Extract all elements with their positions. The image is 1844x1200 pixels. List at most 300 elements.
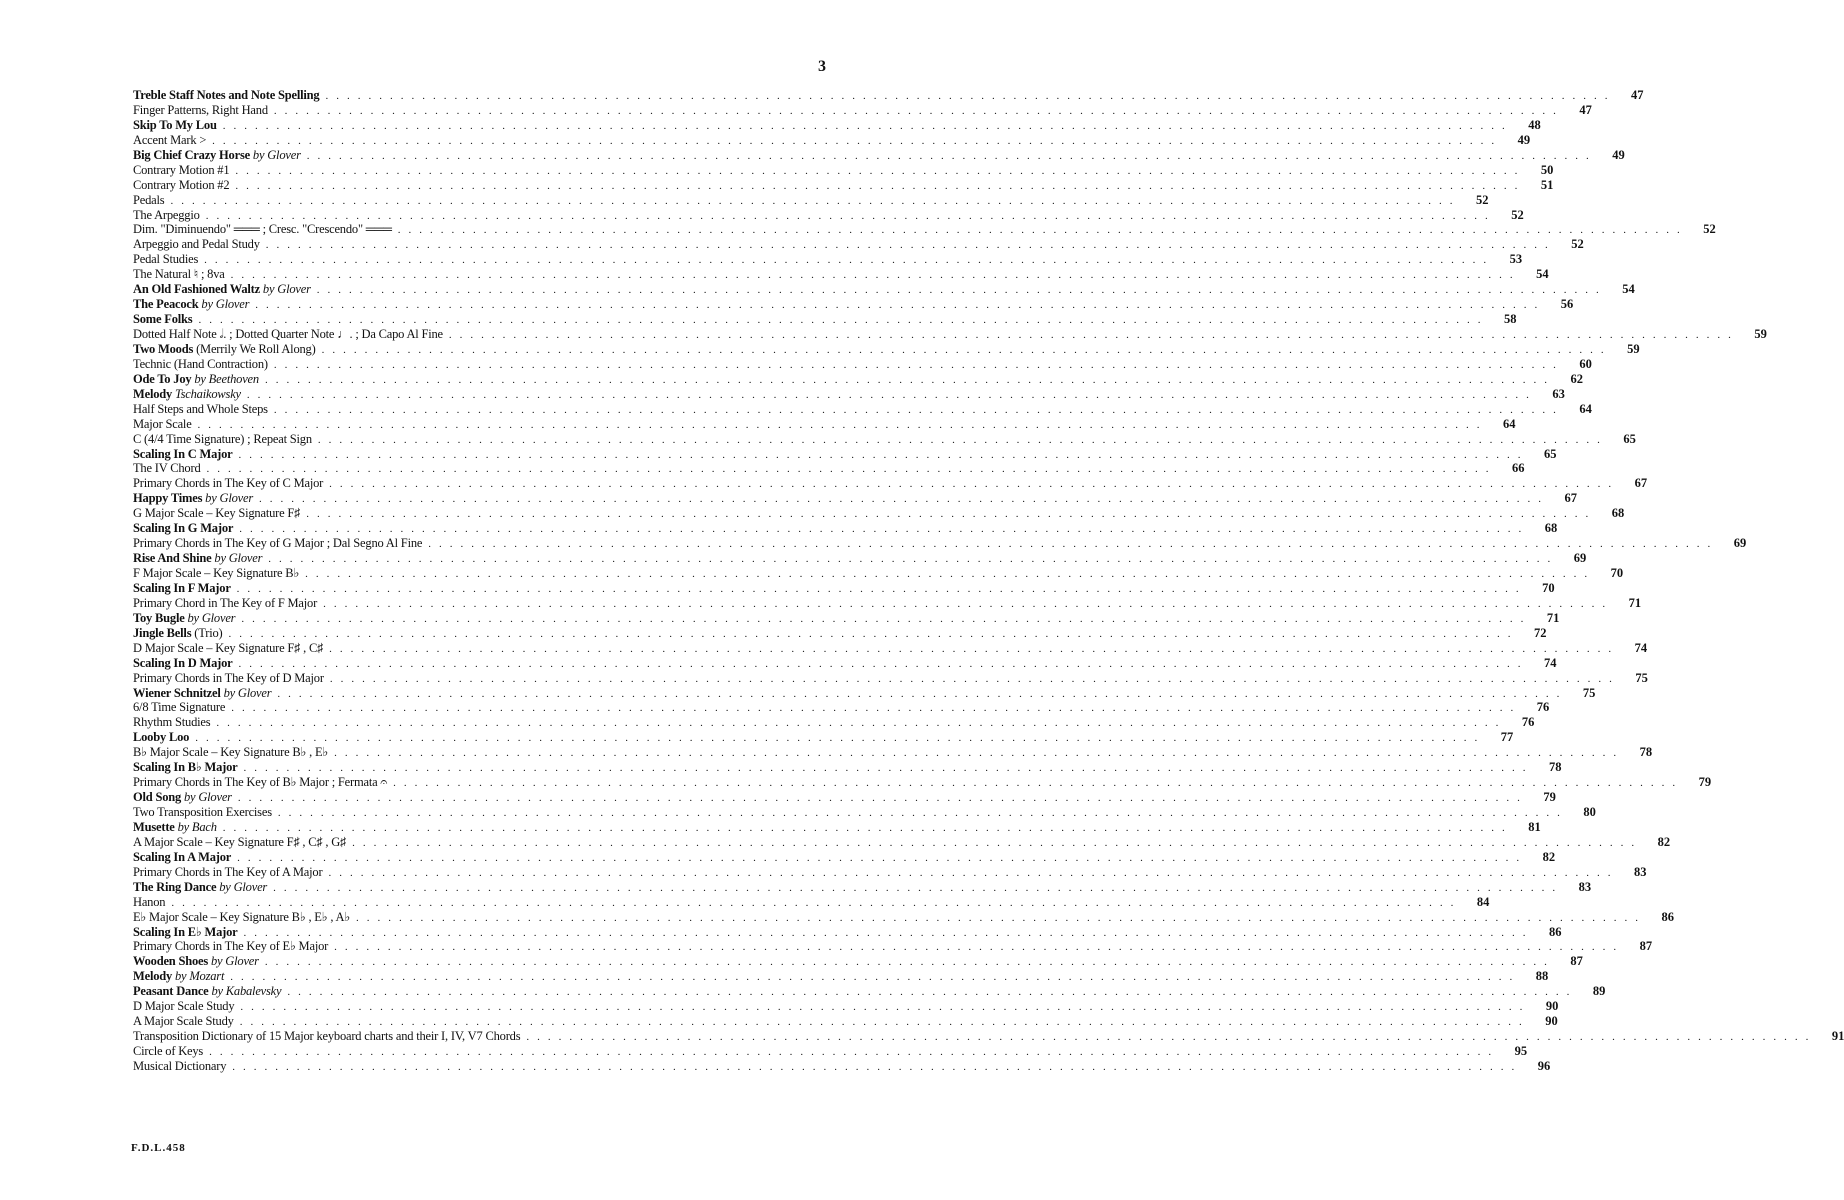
toc-leader-dots: ........................................................................................................................ bbox=[235, 179, 1526, 192]
toc-entry-title bbox=[133, 656, 233, 671]
toc-leader-dots: ........................................................................................................................ bbox=[268, 553, 1559, 566]
toc-entry bbox=[133, 566, 1624, 581]
toc-entry-title bbox=[133, 432, 312, 447]
toc-entry-title bbox=[133, 581, 231, 596]
toc-leader-dots: ........................................................................................................................ bbox=[316, 284, 1607, 297]
toc-entry-page: 49 bbox=[1612, 147, 1625, 162]
toc-leader-dots: ........................................................................................................................ bbox=[264, 373, 1555, 386]
toc-entry-title-part: by Kabalevsky bbox=[208, 984, 282, 999]
toc-entry-page: 65 bbox=[1623, 431, 1636, 446]
toc-entry-title-part: A Major Scale – Key Signature F♯ , C♯ , G♯ bbox=[133, 834, 347, 849]
toc-entry-title-part: Hanon bbox=[133, 894, 166, 909]
toc-entry bbox=[133, 1044, 1528, 1059]
toc-entry-title-part: by Glover bbox=[184, 610, 236, 625]
toc-entry-title bbox=[133, 925, 238, 940]
toc-entry-title bbox=[133, 237, 260, 252]
toc-entry-title bbox=[133, 850, 231, 865]
toc-entry-title bbox=[133, 805, 272, 820]
toc-entry-title-part: Primary Chords in The Key of B♭ Major ; Fermata 𝄐 bbox=[133, 775, 388, 790]
toc-leader-dots: ........................................................................................................................ bbox=[212, 134, 1503, 147]
toc-leader-dots: ........................................................................................................................ bbox=[448, 329, 1739, 341]
toc-entry-title bbox=[133, 252, 198, 267]
toc-entry-title bbox=[133, 984, 281, 999]
toc-leader-dots: ........................................................................................................................ bbox=[306, 149, 1597, 162]
toc-entry-page: 70 bbox=[1610, 566, 1624, 580]
toc-entry-page: 48 bbox=[1528, 117, 1541, 132]
toc-entry bbox=[133, 401, 1592, 417]
toc-entry-title-part: Scaling In E♭ Major bbox=[133, 924, 238, 939]
toc-entry-title-part: (Merrily We Roll Along) bbox=[193, 341, 316, 356]
toc-entry-title-part: Primary Chords in The Key of C Major bbox=[133, 476, 324, 491]
toc-entry-title-part: Rhythm Studies bbox=[133, 715, 211, 730]
toc-entry-title-part: The Ring Dance bbox=[133, 879, 217, 894]
toc-entry-page: 87 bbox=[1570, 954, 1583, 969]
toc-entry-page: 69 bbox=[1733, 536, 1747, 551]
toc-entry-title-part: by Bach bbox=[174, 819, 217, 834]
toc-entry bbox=[133, 954, 1583, 969]
toc-leader-dots: ........................................................................................................................ bbox=[325, 90, 1616, 102]
toc-entry-title-part: Treble Staff Notes and Note Spelling bbox=[133, 88, 320, 102]
toc-entry-title-part: Looby Loo bbox=[133, 730, 190, 745]
toc-entry-page: 74 bbox=[1544, 655, 1557, 670]
toc-entry-title bbox=[133, 790, 232, 805]
toc-entry-title-part: Contrary Motion #1 bbox=[133, 162, 230, 177]
toc-leader-dots: ........................................................................................................................ bbox=[329, 672, 1620, 685]
toc-entry bbox=[133, 595, 1642, 611]
toc-entry-page: 70 bbox=[1542, 580, 1555, 595]
toc-entry-page: 83 bbox=[1578, 879, 1592, 894]
toc-entry-title-part: Transposition Dictionary of 15 Major keyboard charts and their I, IV, V7 Chords bbox=[133, 1029, 521, 1044]
toc-leader-dots: ........................................................................................................................ bbox=[397, 224, 1688, 237]
toc-entry-page: 81 bbox=[1528, 819, 1541, 834]
toc-entry bbox=[133, 461, 1525, 476]
toc-leader-dots: ........................................................................................................................ bbox=[428, 538, 1719, 551]
toc-entry-title bbox=[133, 461, 201, 476]
toc-entry bbox=[133, 1014, 1558, 1029]
toc-leader-dots: ........................................................................................................................ bbox=[243, 762, 1534, 775]
toc-entry-title-part: Circle of Keys bbox=[133, 1044, 204, 1058]
toc-entry bbox=[133, 700, 1550, 715]
toc-entry bbox=[133, 790, 1556, 805]
toc-entry-title-part: Primary Chords in The Key of G Major ; Dal Segno Al Fine bbox=[133, 536, 423, 551]
toc-entry-title-part: Pedals bbox=[133, 192, 165, 207]
toc-leader-dots: ........................................................................................................................ bbox=[255, 299, 1546, 312]
toc-entry bbox=[133, 924, 1562, 940]
toc-entry-title-part: Primary Chords in The Key of E♭ Major bbox=[133, 939, 329, 954]
toc-entry-title-part: by Glover bbox=[202, 491, 254, 506]
toc-leader-dots: ........................................................................................................................ bbox=[277, 687, 1568, 700]
toc-entry-title bbox=[133, 1059, 226, 1074]
toc-entry-page: 51 bbox=[1540, 177, 1554, 192]
toc-entry bbox=[133, 894, 1490, 910]
toc-leader-dots: ........................................................................................................................ bbox=[321, 343, 1612, 356]
toc-entry-title-part: Dotted Half Note 𝅗𝅥. ; Dotted Quarter Note ♩. ; Da Capo Al Fine bbox=[133, 327, 443, 341]
toc-entry-title bbox=[133, 357, 268, 372]
toc-leader-dots: ........................................................................................................................ bbox=[305, 568, 1596, 580]
toc-leader-dots: ........................................................................................................................ bbox=[206, 463, 1497, 476]
toc-leader-dots: ........................................................................................................................ bbox=[334, 747, 1625, 760]
toc-entry-title-part: Dim. "Diminuendo" ═══ ; Cresc. "Crescendo" ═══ bbox=[133, 222, 392, 237]
toc-entry-title-part: D Major Scale – Key Signature F♯ , C♯ bbox=[133, 640, 324, 655]
toc-entry-title-part: Peasant Dance bbox=[133, 984, 209, 999]
toc-entry-title-part: by Mozart bbox=[172, 969, 225, 984]
toc-leader-dots: ........................................................................................................................ bbox=[237, 792, 1528, 805]
toc-entry-page: 82 bbox=[1542, 849, 1556, 864]
toc-entry-title bbox=[133, 626, 223, 641]
toc-entry-title-part: Big Chief Crazy Horse bbox=[133, 147, 250, 162]
toc-entry-title-part: 6/8 Time Signature bbox=[133, 700, 226, 715]
toc-entry-title bbox=[133, 133, 206, 148]
toc-entry-title-part: A Major Scale Study bbox=[133, 1014, 234, 1029]
toc-entry-title bbox=[133, 895, 165, 910]
toc-entry bbox=[133, 864, 1647, 880]
toc-entry-page: 74 bbox=[1634, 640, 1648, 655]
toc-entry-title-part: Scaling In C Major bbox=[133, 446, 233, 461]
toc-entry-title bbox=[133, 447, 233, 462]
toc-entry-title bbox=[133, 178, 229, 193]
toc-entry-page: 52 bbox=[1475, 192, 1489, 207]
toc-entry-title-part: (Trio) bbox=[191, 625, 223, 640]
toc-entry-title bbox=[133, 118, 217, 133]
toc-entry-title-part: Primary Chords in The Key of D Major bbox=[133, 670, 324, 685]
toc-entry-page: 75 bbox=[1635, 670, 1648, 685]
toc-leader-dots: ........................................................................................................................ bbox=[356, 911, 1647, 924]
toc-entry-page: 87 bbox=[1639, 939, 1653, 954]
toc-entry-title-part: Ode To Joy bbox=[133, 371, 192, 386]
toc-entry-page: 64 bbox=[1503, 416, 1516, 431]
toc-entry bbox=[133, 775, 1712, 790]
toc-entry-title-part: by Glover bbox=[249, 147, 301, 162]
toc-entry-title-part: by Glover bbox=[211, 551, 263, 566]
toc-entry-title bbox=[133, 700, 225, 715]
toc-entry-title bbox=[133, 297, 249, 312]
toc-entry bbox=[133, 162, 1554, 178]
toc-entry-title bbox=[133, 208, 200, 223]
toc-entry-title bbox=[133, 671, 324, 686]
toc-entry-title bbox=[133, 551, 262, 566]
toc-leader-dots: ........................................................................................................................ bbox=[246, 388, 1537, 401]
toc-entry bbox=[133, 1029, 1844, 1044]
toc-entry bbox=[133, 117, 1541, 133]
toc-leader-dots: ........................................................................................................................ bbox=[265, 239, 1556, 252]
toc-entry-page: 47 bbox=[1579, 102, 1592, 117]
toc-entry-page: 67 bbox=[1564, 491, 1578, 506]
toc-entry-title bbox=[133, 686, 271, 701]
toc-entry-title-part: Some Folks bbox=[133, 312, 193, 327]
toc-entry bbox=[133, 416, 1516, 432]
toc-leader-dots: ........................................................................................................................ bbox=[195, 732, 1486, 745]
toc-entry bbox=[133, 610, 1560, 626]
toc-leader-dots: ........................................................................................................................ bbox=[232, 1060, 1523, 1073]
toc-entry-title-part: The Peacock bbox=[133, 297, 199, 312]
toc-entry-page: 84 bbox=[1476, 894, 1490, 909]
toc-leader-dots: ........................................................................................................................ bbox=[526, 1031, 1817, 1044]
toc-entry-title bbox=[133, 267, 225, 282]
toc-entry-title bbox=[133, 730, 189, 745]
toc-entry-title-part: Old Song bbox=[133, 790, 182, 805]
toc-entry bbox=[133, 491, 1578, 506]
toc-leader-dots: ........................................................................................................................ bbox=[230, 269, 1521, 282]
toc-entry bbox=[133, 655, 1557, 671]
toc-entry bbox=[133, 371, 1583, 387]
toc-entry bbox=[133, 580, 1555, 596]
toc-leader-dots: ........................................................................................................................ bbox=[237, 851, 1528, 864]
toc-entry-title bbox=[133, 387, 241, 402]
toc-entry bbox=[133, 476, 1648, 491]
toc-entry-title-part: Pedal Studies bbox=[133, 252, 199, 267]
toc-entry-title bbox=[133, 327, 443, 342]
toc-entry-title-part: C (4/4 Time Signature) ; Repeat Sign bbox=[133, 431, 312, 446]
toc-entry-title bbox=[133, 342, 316, 357]
toc-leader-dots: ........................................................................................................................ bbox=[235, 164, 1526, 177]
toc-entry-title-part: Finger Patterns, Right Hand bbox=[133, 102, 268, 117]
toc-entry-page: 72 bbox=[1534, 625, 1547, 640]
toc-entry-title-part: B♭ Major Scale – Key Signature B♭ , E♭ bbox=[133, 745, 329, 760]
table-of-contents bbox=[133, 88, 1844, 1074]
toc-entry bbox=[133, 297, 1574, 312]
toc-entry-page: 68 bbox=[1611, 506, 1625, 521]
toc-entry-page: 54 bbox=[1536, 267, 1549, 282]
toc-leader-dots: ........................................................................................................................ bbox=[277, 807, 1568, 819]
toc-entry bbox=[133, 341, 1640, 357]
toc-leader-dots: ........................................................................................................................ bbox=[329, 642, 1620, 655]
toc-entry-page: 90 bbox=[1545, 1014, 1558, 1029]
toc-entry-title bbox=[133, 715, 210, 730]
toc-entry-title bbox=[133, 910, 350, 925]
toc-leader-dots: ........................................................................................................................ bbox=[264, 956, 1555, 969]
toc-entry-title-part: by Glover bbox=[181, 790, 232, 805]
toc-entry bbox=[133, 730, 1514, 745]
toc-entry-title bbox=[133, 402, 268, 417]
toc-entry-title-part: by Glover bbox=[208, 954, 259, 969]
toc-entry-page: 59 bbox=[1627, 341, 1640, 356]
toc-entry bbox=[133, 909, 1675, 925]
toc-entry-title bbox=[133, 491, 253, 506]
toc-leader-dots: ........................................................................................................................ bbox=[222, 119, 1513, 132]
toc-entry-title bbox=[133, 880, 267, 895]
toc-entry-title-part: Scaling In B♭ Major bbox=[133, 760, 238, 775]
toc-entry-title bbox=[133, 954, 259, 969]
toc-entry-title bbox=[133, 865, 322, 880]
toc-entry bbox=[133, 819, 1541, 835]
toc-entry-title-part: The IV Chord bbox=[133, 461, 201, 476]
toc-entry-page: 82 bbox=[1657, 834, 1671, 849]
toc-entry-page: 52 bbox=[1703, 222, 1716, 237]
toc-entry-page: 52 bbox=[1511, 207, 1524, 222]
toc-entry-page: 88 bbox=[1535, 969, 1549, 984]
toc-leader-dots: ........................................................................................................................ bbox=[393, 777, 1684, 790]
toc-leader-dots: ........................................................................................................................ bbox=[230, 971, 1521, 984]
toc-entry-page: 56 bbox=[1560, 297, 1574, 312]
toc-entry-page: 52 bbox=[1571, 237, 1584, 252]
toc-entry-title-part: Technic (Hand Contraction) bbox=[133, 356, 268, 371]
toc-entry-title bbox=[133, 163, 229, 178]
toc-leader-dots: ........................................................................................................................ bbox=[328, 866, 1619, 879]
toc-entry-title-part: Musette bbox=[133, 819, 175, 834]
toc-entry-title-part: Jingle Bells bbox=[133, 625, 192, 640]
toc-entry-title-part: The Natural ♮ ; 8va bbox=[133, 267, 225, 282]
toc-entry bbox=[133, 282, 1635, 297]
toc-leader-dots: ........................................................................................................................ bbox=[273, 403, 1564, 416]
toc-entry-title-part: by Glover bbox=[220, 685, 272, 700]
toc-entry-title-part: Major Scale bbox=[133, 416, 192, 431]
toc-entry-page: 86 bbox=[1661, 909, 1675, 924]
toc-entry bbox=[133, 999, 1559, 1014]
toc-entry-page: 76 bbox=[1536, 700, 1550, 715]
toc-entry-title bbox=[133, 775, 387, 790]
toc-entry-page: 91 bbox=[1831, 1029, 1844, 1044]
toc-entry-title-part: by Beethoven bbox=[191, 371, 259, 386]
toc-entry-page: 75 bbox=[1582, 685, 1596, 700]
toc-entry-page: 90 bbox=[1545, 999, 1559, 1014]
toc-entry-title bbox=[133, 521, 233, 536]
toc-entry-page: 86 bbox=[1549, 924, 1562, 939]
toc-entry-title-part: Tschaikowsky bbox=[172, 386, 241, 401]
toc-entry-title bbox=[133, 417, 192, 432]
toc-entry bbox=[133, 207, 1524, 223]
toc-entry-page: 68 bbox=[1544, 521, 1558, 536]
toc-entry-page: 89 bbox=[1592, 984, 1606, 999]
toc-entry-title-part: E♭ Major Scale – Key Signature B♭ , E♭ , A♭ bbox=[133, 909, 351, 924]
toc-leader-dots: ........................................................................................................................ bbox=[239, 523, 1530, 536]
toc-entry bbox=[133, 252, 1523, 267]
toc-entry-page: 53 bbox=[1509, 252, 1523, 267]
toc-entry-title-part: Primary Chords in The Key of A Major bbox=[133, 864, 323, 879]
toc-leader-dots: ........................................................................................................................ bbox=[306, 508, 1597, 521]
toc-entry bbox=[133, 760, 1562, 775]
toc-entry bbox=[133, 685, 1596, 701]
toc-entry-title-part: Wiener Schnitzel bbox=[133, 685, 221, 700]
toc-entry-title-part: The Arpeggio bbox=[133, 207, 200, 222]
toc-entry-title bbox=[133, 103, 268, 118]
toc-leader-dots: ........................................................................................................................ bbox=[352, 836, 1643, 849]
toc-entry-page: 50 bbox=[1540, 162, 1554, 177]
toc-entry-page: 58 bbox=[1503, 312, 1517, 327]
toc-entry-title-part: Two Moods bbox=[133, 341, 194, 356]
toc-entry-page: 63 bbox=[1552, 386, 1565, 401]
toc-entry-page: 96 bbox=[1537, 1058, 1551, 1073]
toc-entry-title-part: Scaling In D Major bbox=[133, 655, 233, 670]
toc-entry-page: 83 bbox=[1633, 864, 1647, 879]
toc-entry-title bbox=[133, 312, 192, 327]
toc-leader-dots: ........................................................................................................................ bbox=[273, 104, 1564, 117]
toc-leader-dots: ........................................................................................................................ bbox=[231, 702, 1522, 715]
toc-leader-dots: ........................................................................................................................ bbox=[287, 986, 1578, 999]
toc-entry-page: 65 bbox=[1544, 446, 1557, 461]
toc-leader-dots: ........................................................................................................................ bbox=[323, 597, 1614, 610]
toc-entry-title-part: Wooden Shoes bbox=[133, 954, 209, 969]
toc-leader-dots: ........................................................................................................................ bbox=[238, 657, 1529, 670]
toc-entry-title bbox=[133, 745, 328, 760]
toc-entry-page: 76 bbox=[1521, 715, 1535, 730]
toc-entry-title-part: Contrary Motion #2 bbox=[133, 177, 230, 192]
toc-leader-dots: ........................................................................................................................ bbox=[204, 254, 1495, 267]
toc-entry-title bbox=[133, 536, 422, 551]
toc-entry bbox=[133, 536, 1747, 551]
toc-leader-dots: ........................................................................................................................ bbox=[198, 314, 1489, 327]
toc-entry-page: 77 bbox=[1500, 730, 1514, 745]
toc-entry bbox=[133, 147, 1625, 163]
toc-leader-dots: ........................................................................................................................ bbox=[273, 881, 1564, 894]
toc-entry bbox=[133, 431, 1636, 447]
toc-entry-page: 78 bbox=[1549, 760, 1562, 775]
toc-entry-page: 62 bbox=[1570, 371, 1583, 386]
toc-entry bbox=[133, 132, 1531, 148]
toc-entry-title-part: Skip To My Lou bbox=[133, 117, 217, 132]
toc-entry-title bbox=[133, 476, 323, 491]
toc-entry-page: 54 bbox=[1622, 282, 1635, 297]
toc-entry-title bbox=[133, 641, 323, 656]
toc-entry-title-part: Arpeggio and Pedal Study bbox=[133, 237, 260, 252]
toc-entry bbox=[133, 267, 1549, 282]
toc-entry bbox=[133, 849, 1556, 865]
toc-entry-title-part: Primary Chord in The Key of F Major bbox=[133, 595, 318, 610]
toc-entry-page: 69 bbox=[1573, 551, 1587, 566]
toc-entry-page: 47 bbox=[1630, 88, 1644, 102]
toc-leader-dots: ........................................................................................................................ bbox=[228, 627, 1519, 640]
toc-entry bbox=[133, 521, 1558, 536]
toc-entry-title-part: Melody bbox=[133, 969, 173, 984]
toc-entry bbox=[133, 805, 1596, 820]
toc-leader-dots: ........................................................................................................................ bbox=[197, 418, 1488, 431]
toc-leader-dots: ........................................................................................................................ bbox=[329, 478, 1620, 491]
toc-entry-title-part: Two Transposition Exercises bbox=[133, 805, 272, 819]
toc-entry-title bbox=[133, 835, 346, 850]
toc-entry-page: 71 bbox=[1546, 610, 1560, 625]
toc-leader-dots: ........................................................................................................................ bbox=[240, 1001, 1531, 1014]
toc-entry-page: 59 bbox=[1754, 327, 1767, 341]
toc-entry-title-part: Half Steps and Whole Steps bbox=[133, 401, 268, 416]
toc-entry-title-part: Melody bbox=[133, 386, 173, 401]
page-number: 3 bbox=[818, 58, 826, 75]
toc-entry bbox=[133, 984, 1606, 999]
toc-entry-title bbox=[133, 372, 259, 387]
toc-leader-dots: ........................................................................................................................ bbox=[236, 582, 1527, 595]
toc-entry bbox=[133, 356, 1592, 372]
toc-entry-title-part: Happy Times bbox=[133, 491, 203, 506]
toc-entry bbox=[133, 177, 1554, 193]
toc-entry bbox=[133, 102, 1592, 118]
toc-entry bbox=[133, 446, 1557, 462]
toc-leader-dots: ........................................................................................................................ bbox=[238, 448, 1529, 461]
toc-leader-dots: ........................................................................................................................ bbox=[239, 1016, 1530, 1029]
toc-entry-title bbox=[133, 222, 392, 237]
toc-leader-dots: ........................................................................................................................ bbox=[170, 194, 1461, 207]
toc-leader-dots: ........................................................................................................................ bbox=[222, 821, 1513, 834]
toc-entry-title bbox=[133, 282, 311, 297]
toc-entry-page: 64 bbox=[1579, 401, 1592, 416]
toc-entry-page: 66 bbox=[1512, 461, 1525, 476]
toc-entry-title bbox=[133, 1044, 203, 1059]
toc-entry-title-part: Accent Mark > bbox=[133, 132, 207, 147]
toc-entry bbox=[133, 551, 1587, 566]
toc-entry-title-part: Rise And Shine bbox=[133, 551, 212, 566]
toc-entry-title bbox=[133, 596, 317, 611]
toc-entry-title-part: Toy Bugle bbox=[133, 610, 185, 625]
toc-entry bbox=[133, 192, 1489, 208]
toc-entry-title-part: Scaling In A Major bbox=[133, 849, 232, 864]
toc-leader-dots: ........................................................................................................................ bbox=[171, 896, 1462, 909]
toc-entry-title bbox=[133, 506, 300, 521]
toc-entry-title bbox=[133, 1029, 520, 1044]
toc-entry-page: 49 bbox=[1517, 132, 1531, 147]
toc-entry-title-part: G Major Scale – Key Signature F♯ bbox=[133, 506, 301, 521]
toc-leader-dots: ........................................................................................................................ bbox=[243, 926, 1534, 939]
toc-leader-dots: ........................................................................................................................ bbox=[317, 433, 1608, 446]
toc-entry bbox=[133, 670, 1648, 686]
toc-entry bbox=[133, 222, 1716, 237]
toc-entry-title bbox=[133, 969, 224, 984]
